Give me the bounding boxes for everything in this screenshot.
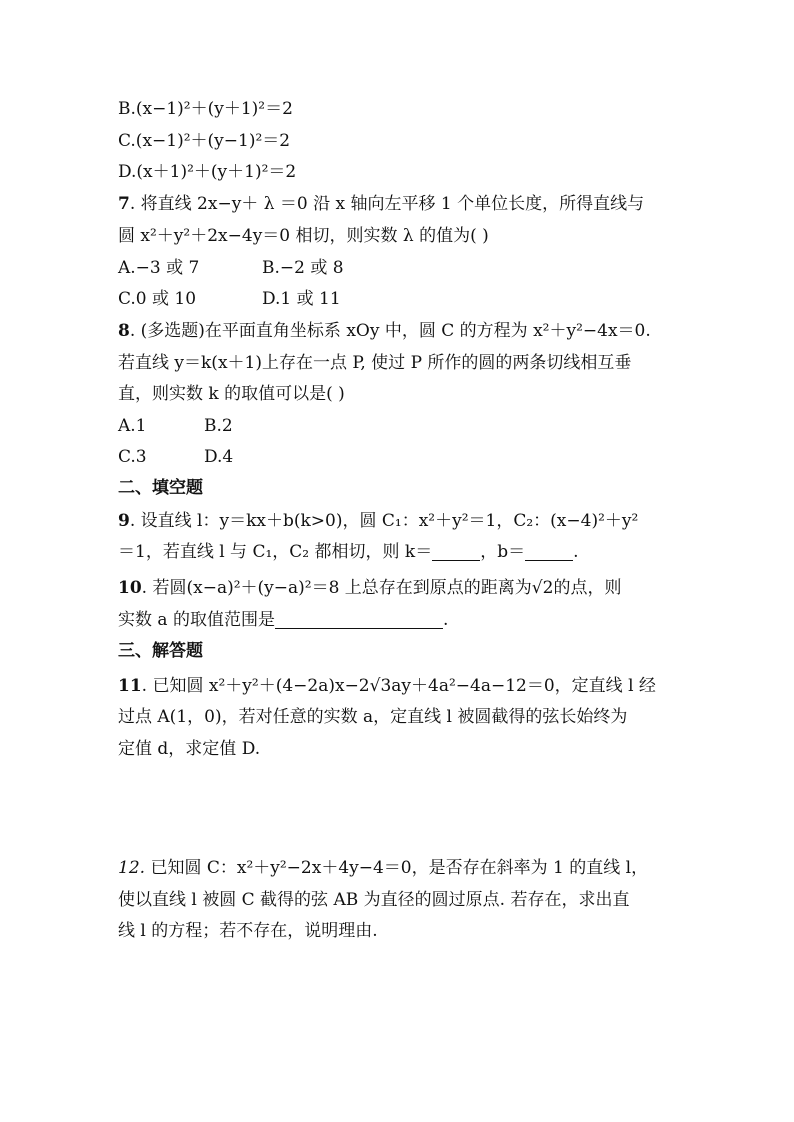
q10-line-2: 实数 a 的取值范围是 .	[118, 610, 449, 630]
q9-line-1: 9. 设直线 l：y＝kx＋b(k>0)，圆 C₁：x²＋y²＝1，C₂：(x−4)²＋y²	[118, 511, 639, 531]
q7-option-c: C.0 或 10	[118, 289, 197, 309]
q8-option-a: A.1	[118, 416, 147, 436]
q6-option-d: D.(x＋1)²＋(y＋1)²＝2	[118, 162, 297, 182]
q8-option-d: D.4	[204, 447, 234, 467]
q8-option-b: B.2	[204, 416, 233, 436]
q7-line-1: 7. 将直线 2x−y＋ λ ＝0 沿 x 轴向左平移 1 个单位长度，所得直线与	[118, 194, 645, 214]
q6-option-c: C.(x−1)²＋(y−1)²＝2	[118, 131, 291, 151]
answer-blank-k[interactable]	[432, 542, 480, 561]
q11-line-2: 过点 A(1，0)，若对任意的实数 a，定直线 l 被圆截得的弦长始终为	[118, 707, 628, 727]
q8-line-1: 8. (多选题)在平面直角坐标系 xOy 中，圆 C 的方程为 x²＋y²−4x＝0.	[118, 321, 651, 341]
q7-option-a: A.−3 或 7	[118, 258, 200, 278]
q10-number: 10	[118, 578, 142, 598]
q12-line-3: 线 l 的方程；若不存在，说明理由.	[118, 921, 378, 941]
q7-line-2: 圆 x²＋y²＋2x−4y＝0 相切，则实数 λ 的值为( )	[118, 226, 489, 246]
q9-number: 9	[118, 511, 130, 531]
q11-line-1: 11. 已知圆 x²＋y²＋(4−2a)x−2√3ay＋4a²−4a−12＝0，定直线 l 经	[118, 676, 656, 696]
section-heading-solve: 三、解答题	[118, 641, 203, 661]
q7-number: 7	[118, 194, 130, 214]
answer-blank-b[interactable]	[525, 542, 573, 561]
q7-option-b: B.−2 或 8	[262, 258, 344, 278]
answer-blank-a-range[interactable]	[275, 610, 443, 629]
q8-line-2: 若直线 y＝k(x＋1)上存在一点 P, 使过 P 所作的圆的两条切线相互垂	[118, 353, 632, 373]
q7-option-d: D.1 或 11	[262, 289, 341, 309]
q12-line-2: 使以直线 l 被圆 C 截得的弦 AB 为直径的圆过原点. 若存在，求出直	[118, 890, 630, 910]
q10-line-1: 10. 若圆(x−a)²＋(y−a)²＝8 上总存在到原点的距离为√2的点，则	[118, 578, 622, 598]
q6-option-b: B.(x−1)²＋(y＋1)²＝2	[118, 99, 293, 119]
q9-line-2: ＝1，若直线 l 与 C₁，C₂ 都相切，则 k＝ ，b＝ .	[118, 542, 579, 562]
q11-number: 11	[118, 676, 142, 696]
q8-option-c: C.3	[118, 447, 147, 467]
q11-line-3: 定值 d，求定值 D.	[118, 739, 261, 759]
q8-number: 8	[118, 321, 130, 341]
q12-line-1: 12. 已知圆 C：x²＋y²−2x＋4y−4＝0，是否存在斜率为 1 的直线 l，	[118, 858, 649, 878]
q8-line-3: 直，则实数 k 的取值可以是( )	[118, 384, 345, 404]
q12-number: 12.	[118, 858, 146, 878]
section-heading-fill-in: 二、填空题	[118, 478, 203, 498]
